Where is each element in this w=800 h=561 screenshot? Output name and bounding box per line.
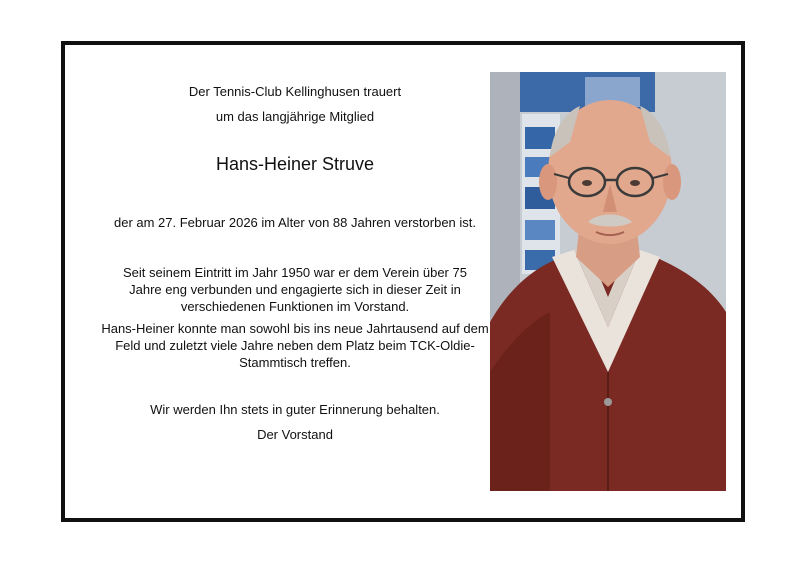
membership-paragraph: Seit seinem Eintritt im Jahr 1950 war er dem Verein über 75 Jahre eng verbunden und engagierte sich in dieser Zeit in verschiedenen Funktionen im Vorstand.: [123, 265, 467, 314]
death-line: der am 27. Februar 2026 im Alter von 88 Jahren verstorben ist.: [113, 215, 477, 230]
signature: Der Vorstand: [257, 427, 333, 442]
deceased-name: Hans-Heiner Struve: [215, 154, 375, 174]
portrait-photo: [490, 72, 726, 491]
stammtisch-paragraph: Hans-Heiner konnte man sowohl bis ins neue Jahrtausend auf dem Feld und zuletzt viele Jahre neben dem Platz beim TCK-Oldie-Stammtisch treffen.: [101, 321, 489, 370]
intro-line-1: Der Tennis-Club Kellinghusen trauert: [188, 84, 402, 99]
intro-line-2: um das langjährige Mitglied: [215, 109, 375, 124]
closing-line: Wir werden Ihn stets in guter Erinnerung behalten.: [150, 402, 440, 417]
obituary-card: [61, 41, 745, 522]
